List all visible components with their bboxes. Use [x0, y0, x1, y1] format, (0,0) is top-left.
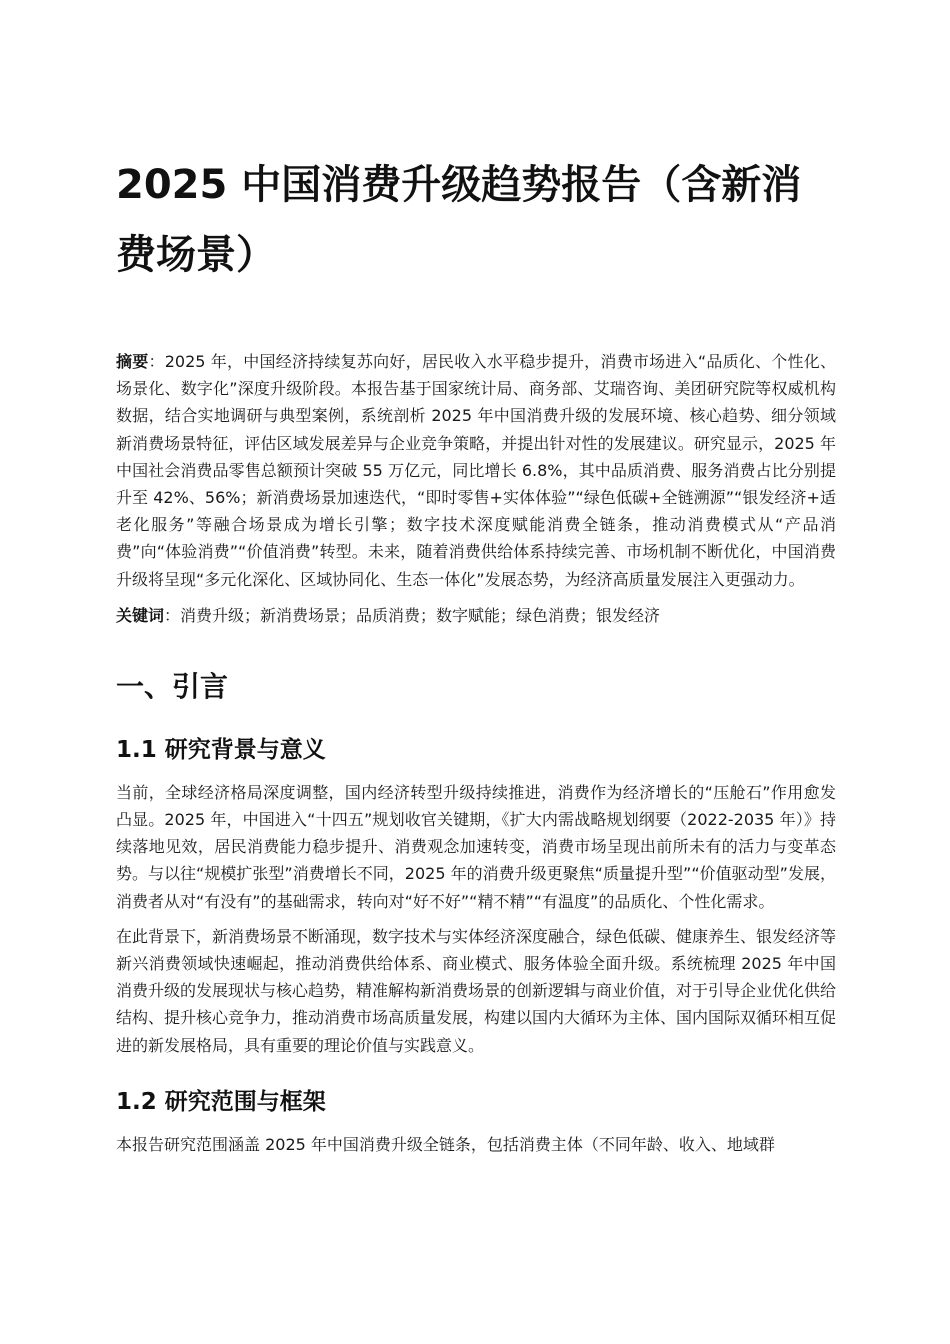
scope-paragraph-1: 本报告研究范围涵盖 2025 年中国消费升级全链条，包括消费主体（不同年龄、收入、地域群: [116, 1134, 775, 1154]
section-heading-introduction: 一、引言: [116, 669, 229, 703]
document-body: [116, 150, 836, 1158]
abstract-separator: ：: [148, 352, 165, 371]
abstract-label: 摘要: [116, 352, 149, 371]
subsection-heading-scope: 1.2 研究范围与框架: [116, 1088, 326, 1115]
background-paragraph-1: 当前，全球经济格局深度调整，国内经济转型升级持续推进，消费作为经济增长的“压舱石”作用愈发凸显。2025 年，中国进入“十四五”规划收官关键期，《扩大内需战略规划纲要（2022-2035 年）》持续落地见效，居民消费能力稳步提升、消费观念加速转变，消费市场呈现出前所未有的活力与变革态势。与以往“规模扩张型”消费增长不同，2025 年的消费升级更聚焦“质量提升型”“价值驱动型”发展，消费者从对“有没有”的基础需求，转向对“好不好”“精不精”“有温度”的品质化、个性化需求。: [116, 782, 836, 911]
abstract-text: 2025 年，中国经济持续复苏向好，居民收入水平稳步提升，消费市场进入“品质化、个性化、场景化、数字化”深度升级阶段。本报告基于国家统计局、商务部、艾瑞咨询、美团研究院等权威机构数据，结合实地调研与典型案例，系统剖析 2025 年中国消费升级的发展环境、核心趋势、细分领域新消费场景特征，评估区域发展差异与企业竞争策略，并提出针对性的发展建议。研究显示，2025 年中国社会消费品零售总额预计突破 55 万亿元，同比增长 6.8%，其中品质消费、服务消费占比分别提升至 42%、56%；新消费场景加速迭代，“即时零售+实体体验”“绿色低碳+全链溯源”“银发经济+适老化服务”等融合场景成为增长引擎；数字技术深度赋能消费全链条，推动消费模式从“产品消费”向“体验消费”“价值消费”转型。未来，随着消费供给体系持续完善、市场机制不断优化，中国消费升级将呈现“多元化深化、区域协同化、生态一体化”发展态势，为经济高质量发展注入更强动力。: [116, 352, 836, 589]
abstract-paragraph: [116, 348, 836, 593]
document-title: 2025 中国消费升级趋势报告（含新消费场景）: [116, 162, 802, 278]
background-paragraph-2: 在此背景下，新消费场景不断涌现，数字技术与实体经济深度融合，绿色低碳、健康养生、银发经济等新兴消费领域快速崛起，推动消费供给体系、商业模式、服务体验全面升级。系统梳理 2025 年中国消费升级的发展现状与核心趋势，精准解构新消费场景的创新逻辑与商业价值，对于引导企业优化供给结构、提升核心竞争力，推动消费市场高质量发展，构建以国内大循环为主体、国内国际双循环相互促进的新发展格局，具有重要的理论价值与实践意义。: [116, 926, 837, 1055]
keywords-separator: ：: [164, 605, 181, 625]
subsection-heading-background: 1.1 研究背景与意义: [116, 736, 326, 763]
keywords-paragraph: [116, 602, 836, 629]
keywords-label: 关键词: [116, 605, 165, 625]
keywords-text: 消费升级；新消费场景；品质消费；数字赋能；绿色消费；银发经济: [180, 605, 661, 625]
